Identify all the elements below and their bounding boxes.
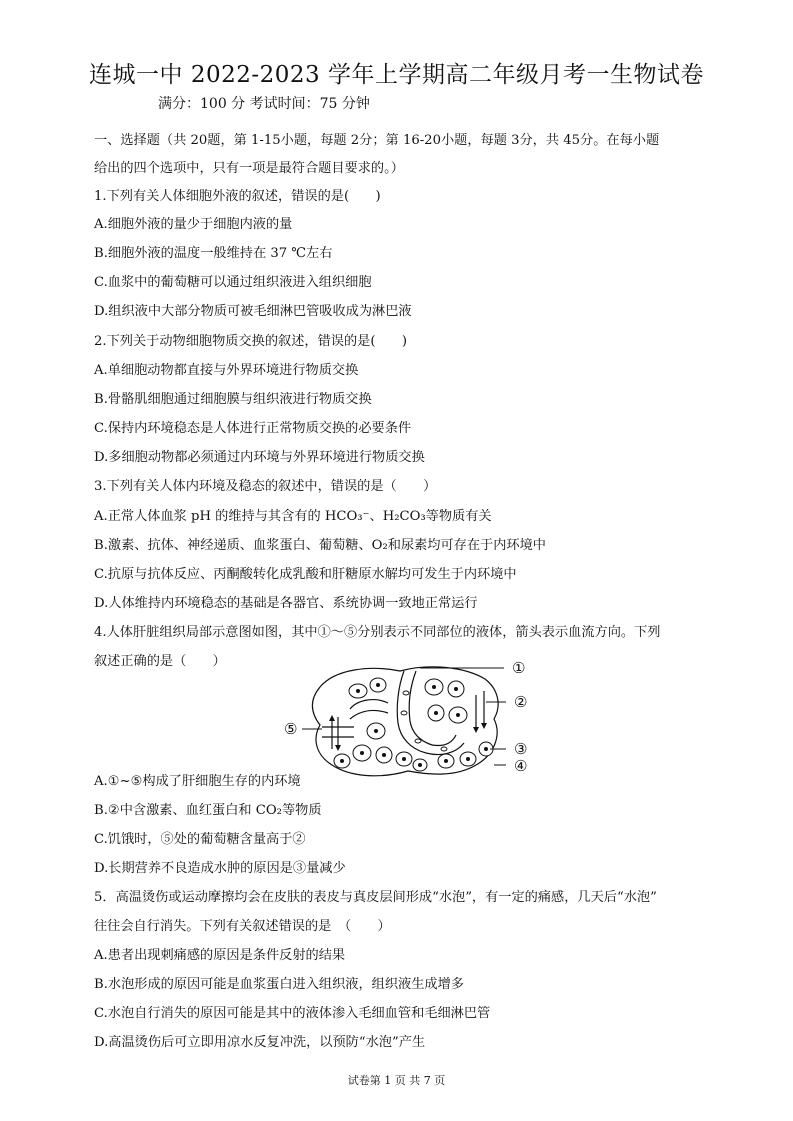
question-4-stem-line2: 叙述正确的是（ ）: [94, 654, 226, 669]
exam-title: 连城一中 2022-2023 学年上学期高二年级月考一生物试卷: [89, 62, 704, 88]
question-3-option-d: D.人体维持内环境稳态的基础是各器官、系统协调一致地正常运行: [94, 596, 478, 611]
question-4-option-b: B.②中含激素、血红蛋白和 CO₂等物质: [94, 803, 322, 818]
figure-label-1: ①: [512, 659, 526, 677]
question-5-option-c: C.水泡自行消失的原因可能是其中的液体渗入毛细血管和毛细淋巴管: [94, 1006, 491, 1021]
question-1-option-d: D.组织液中大部分物质可被毛细淋巴管吸收成为淋巴液: [94, 304, 412, 319]
figure-label-5: ⑤: [284, 720, 298, 738]
question-3-option-c: C.抗原与抗体反应、丙酮酸转化成乳酸和肝糖原水解均可发生于内环境中: [94, 567, 517, 582]
question-3-option-a: A.正常人体血浆 pH 的维持与其含有的 HCO₃⁻、H₂CO₃等物质有关: [94, 509, 492, 524]
question-5-stem-line2: 往往会自行消失。下列有关叙述错误的是 （ ）: [94, 919, 391, 934]
question-4-option-c: C.饥饿时，⑤处的葡萄糖含量高于②: [94, 832, 306, 847]
section-heading-line1: 一、选择题（共 20题，第 1-15小题，每题 2分；第 16-20小题，每题 3分，共 45分。在每小题: [94, 133, 660, 148]
question-3-stem: 3.下列有关人体内环境及稳态的叙述中，错误的是（ ）: [94, 479, 437, 494]
question-5-option-a: A.患者出现刺痛感的原因是条件反射的结果: [94, 948, 346, 963]
figure-label-2: ②: [514, 693, 528, 711]
question-5-option-d: D.高温烫伤后可立即用凉水反复冲洗，以预防“水泡”产生: [94, 1035, 426, 1050]
question-5-stem-line1: 5．高温烫伤或运动摩擦均会在皮肤的表皮与真皮层间形成“水泡”，有一定的痛感，几天后“水泡”: [94, 890, 657, 905]
question-2-option-d: D.多细胞动物都必须通过内环境与外界环境进行物质交换: [94, 450, 425, 465]
question-5-option-b: B.水泡形成的原因可能是血浆蛋白进入组织液，组织液生成增多: [94, 977, 464, 992]
question-2-option-b: B.骨骼肌细胞通过细胞膜与组织液进行物质交换: [94, 392, 372, 407]
exam-subtitle: 满分：100 分 考试时间：75 分钟: [158, 96, 370, 112]
question-2-stem: 2.下列关于动物细胞物质交换的叙述，错误的是( ): [94, 334, 407, 349]
question-3-option-b: B.激素、抗体、神经递质、血浆蛋白、葡萄糖、O₂和尿素均可存在于内环境中: [94, 538, 546, 553]
figure-label-4: ④: [514, 757, 528, 775]
figure-label-3: ③: [514, 740, 528, 758]
question-1-option-b: B.细胞外液的温度一般维持在 37 ℃左右: [94, 246, 333, 261]
section-heading-line2: 给出的四个选项中，只有一项是最符合题目要求的。）: [94, 161, 404, 176]
question-4-stem-line1: 4.人体肝脏组织局部示意图如图，其中①～⑤分别表示不同部位的液体，箭头表示血流方向。下列: [94, 625, 661, 640]
question-4-option-d: D.长期营养不良造成水肿的原因是③量减少: [94, 861, 346, 876]
question-1-stem: 1.下列有关人体细胞外液的叙述，错误的是( ): [94, 189, 381, 204]
question-2-option-a: A.单细胞动物都直接与外界环境进行物质交换: [94, 363, 359, 378]
page-footer: 试卷第 1 页 共 7 页: [347, 1074, 446, 1087]
question-4-option-a: A.①~⑤构成了肝细胞生存的内环境: [94, 774, 301, 789]
question-2-option-c: C.保持内环境稳态是人体进行正常物质交换的必要条件: [94, 421, 412, 436]
question-1-option-c: C.血浆中的葡萄糖可以通过组织液进入组织细胞: [94, 275, 372, 290]
question-1-option-a: A.细胞外液的量少于细胞内液的量: [94, 217, 293, 232]
liver-tissue-diagram: [280, 657, 542, 781]
